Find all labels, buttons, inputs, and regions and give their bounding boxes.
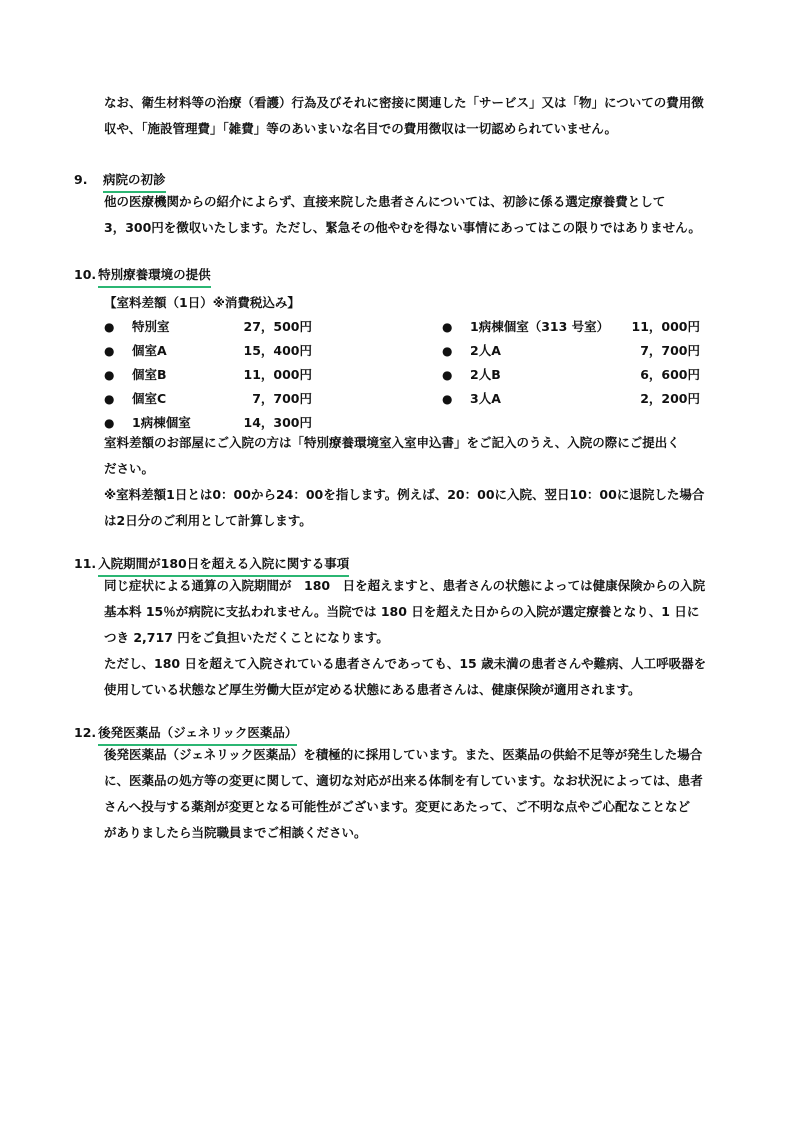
body-line: 室料差額のお部屋にご入院の方は「特別療養環境室入室申込書」をご記入のうえ、入院の際にご提出く (104, 435, 680, 450)
room-price: 11，000円 (631, 319, 700, 334)
bullet-icon: ● (104, 392, 115, 406)
body-line: 基本料 15％が病院に支払われません。当院では 180 日を超えた日からの入院が選定療養となり、1 日に (104, 604, 700, 619)
room-list-left (104, 315, 364, 435)
section-number: 9. (74, 172, 88, 187)
body-line: 使用している状態など厚生労働大臣が定める状態にある患者さんは、健康保険が適用されます。 (104, 682, 641, 697)
section-number: 12. (74, 725, 97, 740)
room-name: 特別室 (132, 319, 170, 334)
room-item (442, 339, 702, 363)
body-line: は2日分のご利用として計算します。 (104, 513, 312, 528)
room-price: 2，200円 (640, 391, 700, 406)
body-line: ただし、180 日を超えて入院されている患者さんであっても、15 歳未満の患者さんや難病、人工呼吸器を (104, 656, 707, 671)
intro-line: 収や、「施設管理費」「雑費」等のあいまいな名目での費用徴収は一切認められていません。 (104, 121, 618, 136)
room-item (442, 387, 702, 411)
room-item (104, 363, 364, 387)
room-item (104, 315, 364, 339)
body-line: に、医薬品の処方等の変更に関して、適切な対応が出来る体制を有しています。なお状況によっては、患者 (104, 773, 703, 788)
bullet-icon: ● (442, 368, 453, 382)
section-12-body (104, 742, 724, 846)
section-number: 10. (74, 267, 97, 282)
room-price: 15，400円 (243, 343, 312, 358)
body-line: がありましたら当院職員までご相談ください。 (104, 825, 367, 840)
room-price: 11，000円 (243, 367, 312, 382)
body-line: 後発医薬品（ジェネリック医薬品）を積極的に採用しています。また、医薬品の供給不足等が発生した場合 (104, 747, 703, 762)
room-price: 27，500円 (243, 319, 312, 334)
section-11-body (104, 573, 724, 703)
body-line: 他の医療機関からの紹介によらず、直接来院した患者さんについては、初診に係る選定療養費として (104, 194, 666, 209)
room-name: 個室C (132, 391, 167, 406)
bullet-icon: ● (104, 416, 115, 430)
room-name: 3人A (470, 391, 501, 406)
body-line: 同じ症状による通算の入院期間が 180 日を超えますと、患者さんの状態によっては健康保険からの入院 (104, 578, 706, 593)
bullet-icon: ● (104, 344, 115, 358)
body-line: ※室料差額1日とは0：00から24：00を指します。例えば、20：00に入院、翌日10：00に退院した場合 (104, 487, 705, 502)
room-name: 個室A (132, 343, 167, 358)
room-fee-note: 【室料差額（1日）※消費税込み】 (104, 295, 300, 310)
bullet-icon: ● (442, 320, 453, 334)
room-name: 1病棟個室（313 号室） (470, 319, 610, 334)
room-item (442, 363, 702, 387)
bullet-icon: ● (104, 368, 115, 382)
room-name: 2人B (470, 367, 501, 382)
section-title: 特別療養環境の提供 (98, 265, 211, 288)
body-line: 3，300円を徴収いたします。ただし、緊急その他やむを得ない事情にあってはこの限りではありません。 (104, 220, 701, 235)
intro-line: なお、衛生材料等の治療（看護）行為及びそれに密接に関連した「サービス」又は「物」についての費用徴 (104, 95, 704, 110)
room-price: 6，600円 (640, 367, 700, 382)
room-name: 2人A (470, 343, 501, 358)
room-price: 7，700円 (640, 343, 700, 358)
body-line: つき 2,717 円をご負担いただくことになります。 (104, 630, 389, 645)
section-10-heading (74, 262, 211, 288)
room-item (104, 387, 364, 411)
section-number: 11. (74, 556, 97, 571)
body-line: ださい。 (104, 461, 155, 476)
bullet-icon: ● (442, 344, 453, 358)
section-title: 病院の初診 (103, 170, 166, 193)
section-10-body (104, 430, 724, 534)
bullet-icon: ● (104, 320, 115, 334)
section-title: 入院期間が180日を超える入院に関する事項 (98, 554, 349, 577)
section-title: 後発医薬品（ジェネリック医薬品） (98, 723, 297, 746)
room-item (104, 339, 364, 363)
room-name: 個室B (132, 367, 167, 382)
bullet-icon: ● (442, 392, 453, 406)
room-list-right (442, 315, 702, 411)
body-line: さんへ投与する薬剤が変更となる可能性がございます。変更にあたって、ご不明な点やご心配なことなど (104, 799, 691, 814)
room-name: 1病棟個室 (132, 415, 191, 430)
room-price: 7，700円 (252, 391, 312, 406)
room-item (442, 315, 702, 339)
intro-paragraph (104, 90, 724, 142)
section-9-body (104, 189, 724, 241)
room-price: 14，300円 (243, 415, 312, 430)
